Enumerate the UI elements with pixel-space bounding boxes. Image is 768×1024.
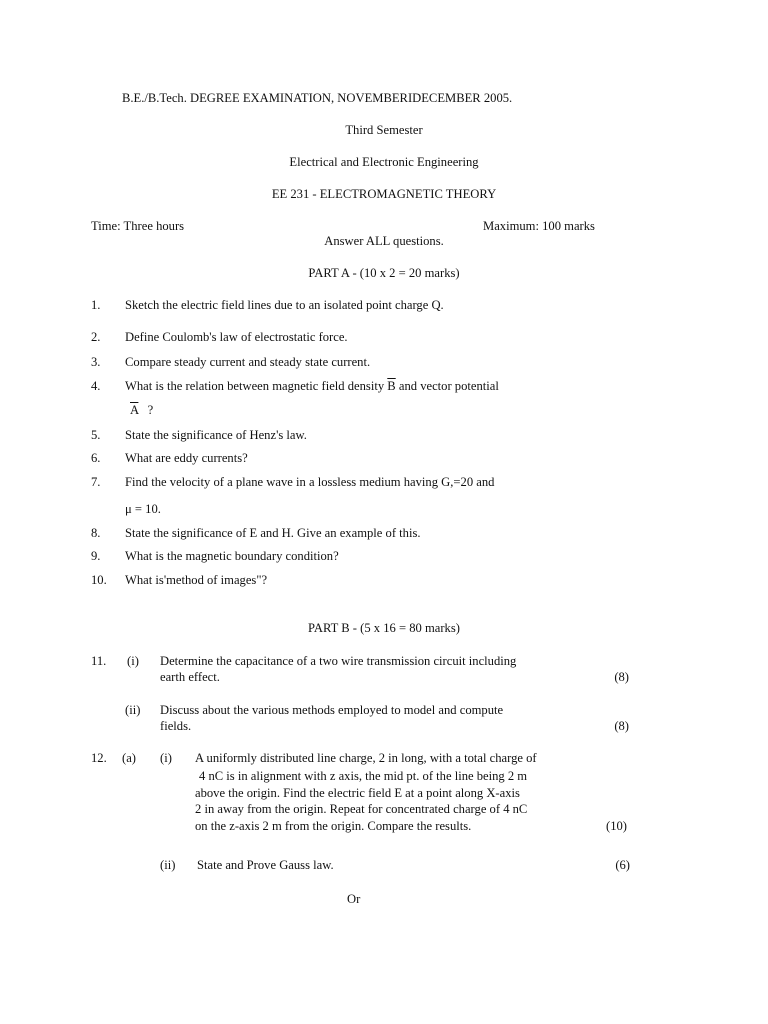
question-number: 8. xyxy=(91,526,101,540)
exam-title: B.E./B.Tech. DEGREE EXAMINATION, NOVEMBERIDECEMBER 2005. xyxy=(122,91,513,105)
subpart-label: (i) xyxy=(127,654,139,668)
question-text: Compare steady current and steady state current. xyxy=(125,355,371,369)
instruction: Answer ALL questions. xyxy=(324,234,444,248)
or-separator: Or xyxy=(347,892,361,906)
part-b-heading: PART B - (5 x 16 = 80 marks) xyxy=(308,621,460,635)
question-text: What is the magnetic boundary condition? xyxy=(125,549,339,563)
question-number: 2. xyxy=(91,330,101,344)
question-number: 11. xyxy=(91,654,107,668)
question-text: State the significance of Henz's law. xyxy=(125,428,307,442)
subpart-label: (a) xyxy=(122,751,136,765)
time-allowed: Time: Three hours xyxy=(91,219,185,233)
subpart-label: (ii) xyxy=(160,858,176,872)
question-number: 1. xyxy=(91,298,101,312)
subpart-label: (ii) xyxy=(125,703,141,717)
question-text: What is the relation between magnetic field density $\overline{B}$ and vector potential xyxy=(125,379,499,393)
question-text: State and Prove Gauss law. xyxy=(197,858,334,872)
question-number: 4. xyxy=(91,379,101,393)
department: Electrical and Electronic Engineering xyxy=(289,155,479,169)
part-a-heading: PART A - (10 x 2 = 20 marks) xyxy=(308,266,460,280)
question-text: Sketch the electric field lines due to an isolated point charge Q. xyxy=(125,298,444,312)
question-text: Determine the capacitance of a two wire transmission circuit including xyxy=(160,654,517,668)
semester: Third Semester xyxy=(345,123,423,137)
question-text: Find the velocity of a plane wave in a lossless medium having G,=20 and xyxy=(125,475,495,489)
question-text: What are eddy currents? xyxy=(125,451,248,465)
subject-title: EE 231 - ELECTROMAGNETIC THEORY xyxy=(271,187,497,201)
question-number: 5. xyxy=(91,428,101,442)
question-text: Discuss about the various methods employed to model and compute xyxy=(160,703,504,717)
question-text-continued: 2 in away from the origin. Repeat for concentrated charge of 4 nC xyxy=(195,802,528,816)
question-text-continued: above the origin. Find the electric field E at a point along X-axis xyxy=(195,786,520,800)
question-number: 10. xyxy=(91,573,107,587)
subpart-label: (i) xyxy=(160,751,172,765)
question-text: Define Coulomb's law of electrostatic force. xyxy=(125,330,348,344)
maximum-marks: Maximum: 100 marks xyxy=(483,219,595,233)
question-text: A uniformly distributed line charge, 2 in long, with a total charge of xyxy=(195,751,537,765)
question-number: 12. xyxy=(91,751,107,765)
question-number: 6. xyxy=(91,451,101,465)
question-number: 7. xyxy=(91,475,101,489)
question-text-continued: $\overline{A}$ ? xyxy=(130,403,154,417)
question-text-continued: earth effect. xyxy=(160,670,220,684)
question-text: What is'method of images"? xyxy=(125,573,268,587)
marks: (6) xyxy=(615,858,630,872)
vector-b-symbol: $\overline{B}$ xyxy=(387,379,396,393)
question-text-continued: on the z-axis 2 m from the origin. Compare the results. xyxy=(195,819,472,833)
question-text-continued: 4 nC is in alignment with z axis, the mid pt. of the line being 2 m xyxy=(199,769,528,783)
question-number: 3. xyxy=(91,355,101,369)
marks: (8) xyxy=(614,719,629,733)
question-text-continued: μ = 10. xyxy=(125,502,161,516)
question-number: 9. xyxy=(91,549,101,563)
vector-a-symbol: $\overline{A}$ xyxy=(130,403,139,417)
marks: (8) xyxy=(614,670,629,684)
question-text-continued: fields. xyxy=(160,719,192,733)
question-text: State the significance of E and H. Give an example of this. xyxy=(125,526,421,540)
marks: (10) xyxy=(606,819,627,833)
